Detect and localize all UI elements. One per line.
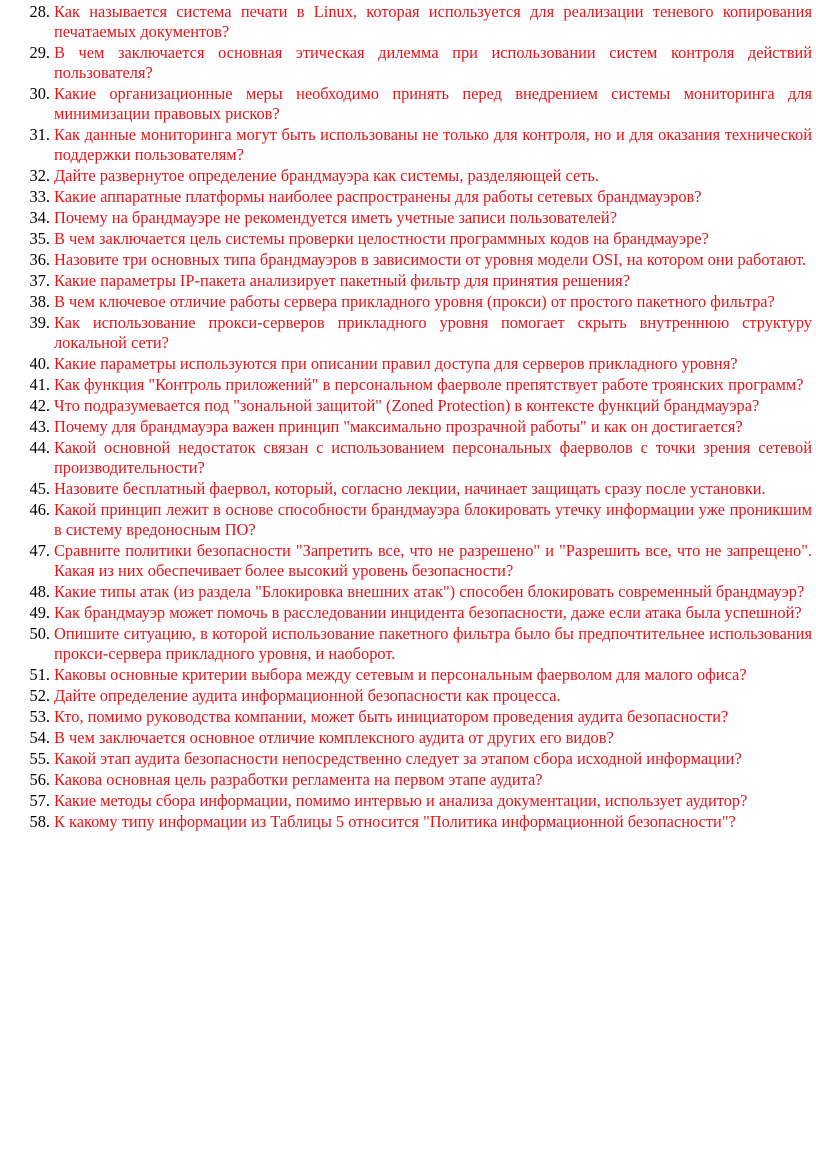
- question-text: Почему для брандмауэра важен принцип "максимально прозрачной работы" и как он достигается?: [54, 417, 743, 436]
- question-text: Как брандмауэр может помочь в расследовании инцидента безопасности, даже если атака была успешной?: [54, 603, 802, 622]
- question-text: Почему на брандмауэре не рекомендуется иметь учетные записи пользователей?: [54, 208, 617, 227]
- question-text: Какие типы атак (из раздела "Блокировка внешних атак") способен блокировать современный брандмауэр?: [54, 582, 805, 601]
- question-item: [10, 396, 812, 416]
- question-number: 57.: [29, 791, 50, 810]
- question-text: Каковы основные критерии выбора между сетевым и персональным фаерволом для малого офиса?: [54, 665, 747, 684]
- question-item: [10, 438, 812, 478]
- question-item: [10, 354, 812, 374]
- question-number: 55.: [29, 749, 50, 768]
- question-number: 31.: [29, 125, 50, 144]
- question-number: 50.: [29, 624, 50, 643]
- question-number: 51.: [29, 665, 50, 684]
- question-text: Кто, помимо руководства компании, может быть инициатором проведения аудита безопасности?: [54, 707, 729, 726]
- question-number: 34.: [29, 208, 50, 227]
- question-text: Какие организационные меры необходимо принять перед внедрением системы мониторинга для минимизации правовых рисков?: [54, 84, 812, 123]
- question-item: [10, 749, 812, 769]
- question-item: [10, 313, 812, 353]
- question-item: [10, 500, 812, 540]
- question-item: [10, 250, 812, 270]
- question-text: Какой основной недостаток связан с использованием персональных фаерволов с точки зрения сетевой производительности?: [54, 438, 812, 477]
- question-text: Что подразумевается под "зональной защитой" (Zoned Protection) в контексте функций брандмауэра?: [54, 396, 760, 415]
- question-number: 47.: [29, 541, 50, 560]
- question-number: 43.: [29, 417, 50, 436]
- question-list: [10, 2, 812, 832]
- question-number: 58.: [29, 812, 50, 831]
- question-item: [10, 791, 812, 811]
- question-text: Какие параметры IP-пакета анализирует пакетный фильтр для принятия решения?: [54, 271, 631, 290]
- question-item: [10, 271, 812, 291]
- question-text: Какова основная цель разработки регламента на первом этапе аудита?: [54, 770, 543, 789]
- question-item: [10, 603, 812, 623]
- question-text: Как функция "Контроль приложений" в персональном фаерволе препятствует работе троянских программ?: [54, 375, 804, 394]
- question-text: Сравните политики безопасности "Запретить все, что не разрешено" и "Разрешить все, что не запрещено". Какая из них обеспечивает более высокий уровень безопасности?: [54, 541, 812, 580]
- question-item: [10, 812, 812, 832]
- question-item: [10, 166, 812, 186]
- question-item: [10, 2, 812, 42]
- question-item: [10, 84, 812, 124]
- question-number: 37.: [29, 271, 50, 290]
- question-number: 35.: [29, 229, 50, 248]
- question-text: В чем заключается основная этическая дилемма при использовании систем контроля действий пользователя?: [54, 43, 812, 82]
- question-text: Назовите бесплатный фаервол, который, согласно лекции, начинает защищать сразу после установки.: [54, 479, 766, 498]
- question-number: 53.: [29, 707, 50, 726]
- question-item: [10, 707, 812, 727]
- question-number: 36.: [29, 250, 50, 269]
- question-item: [10, 187, 812, 207]
- question-text: Какие методы сбора информации, помимо интервью и анализа документации, использует аудитор?: [54, 791, 748, 810]
- question-item: [10, 728, 812, 748]
- question-number: 29.: [29, 43, 50, 62]
- question-text: В чем заключается цель системы проверки целостности программных кодов на брандмауэре?: [54, 229, 709, 248]
- question-text: Какие аппаратные платформы наиболее распространены для работы сетевых брандмауэров?: [54, 187, 702, 206]
- question-number: 40.: [29, 354, 50, 373]
- question-number: 41.: [29, 375, 50, 394]
- question-text: Какие параметры используются при описании правил доступа для серверов прикладного уровня?: [54, 354, 738, 373]
- question-item: [10, 417, 812, 437]
- question-number: 28.: [29, 2, 50, 21]
- question-number: 38.: [29, 292, 50, 311]
- question-number: 32.: [29, 166, 50, 185]
- question-text: Как называется система печати в Linux, которая используется для реализации теневого копирования печатаемых документов?: [54, 2, 812, 41]
- question-number: 45.: [29, 479, 50, 498]
- question-number: 56.: [29, 770, 50, 789]
- question-number: 46.: [29, 500, 50, 519]
- question-number: 30.: [29, 84, 50, 103]
- question-number: 33.: [29, 187, 50, 206]
- question-item: [10, 292, 812, 312]
- question-text: К какому типу информации из Таблицы 5 относится "Политика информационной безопасности"?: [54, 812, 736, 831]
- question-text: Опишите ситуацию, в которой использование пакетного фильтра было бы предпочтительнее использования прокси-сервера прикладного уровня, и наоборот.: [54, 624, 812, 663]
- question-number: 52.: [29, 686, 50, 705]
- question-number: 49.: [29, 603, 50, 622]
- question-number: 54.: [29, 728, 50, 747]
- question-item: [10, 665, 812, 685]
- question-item: [10, 125, 812, 165]
- question-item: [10, 479, 812, 499]
- question-text: Дайте развернутое определение брандмауэра как системы, разделяющей сеть.: [54, 166, 599, 185]
- question-text: В чем заключается основное отличие комплексного аудита от других его видов?: [54, 728, 614, 747]
- question-number: 39.: [29, 313, 50, 332]
- question-item: [10, 582, 812, 602]
- question-number: 42.: [29, 396, 50, 415]
- question-item: [10, 686, 812, 706]
- question-item: [10, 229, 812, 249]
- question-item: [10, 208, 812, 228]
- question-text: Как использование прокси-серверов прикладного уровня помогает скрыть внутреннюю структуру локальной сети?: [54, 313, 812, 352]
- question-item: [10, 624, 812, 664]
- question-item: [10, 541, 812, 581]
- question-text: Какой принцип лежит в основе способности брандмауэра блокировать утечку информации уже проникшим в систему вредоносным ПО?: [54, 500, 812, 539]
- question-item: [10, 375, 812, 395]
- question-text: Как данные мониторинга могут быть использованы не только для контроля, но и для оказания технической поддержки пользователям?: [54, 125, 812, 164]
- question-item: [10, 770, 812, 790]
- question-number: 44.: [29, 438, 50, 457]
- question-text: Дайте определение аудита информационной безопасности как процесса.: [54, 686, 561, 705]
- question-text: В чем ключевое отличие работы сервера прикладного уровня (прокси) от простого пакетного фильтра?: [54, 292, 775, 311]
- question-item: [10, 43, 812, 83]
- question-number: 48.: [29, 582, 50, 601]
- question-text: Какой этап аудита безопасности непосредственно следует за этапом сбора исходной информации?: [54, 749, 742, 768]
- question-text: Назовите три основных типа брандмауэров в зависимости от уровня модели OSI, на котором они работают.: [54, 250, 807, 269]
